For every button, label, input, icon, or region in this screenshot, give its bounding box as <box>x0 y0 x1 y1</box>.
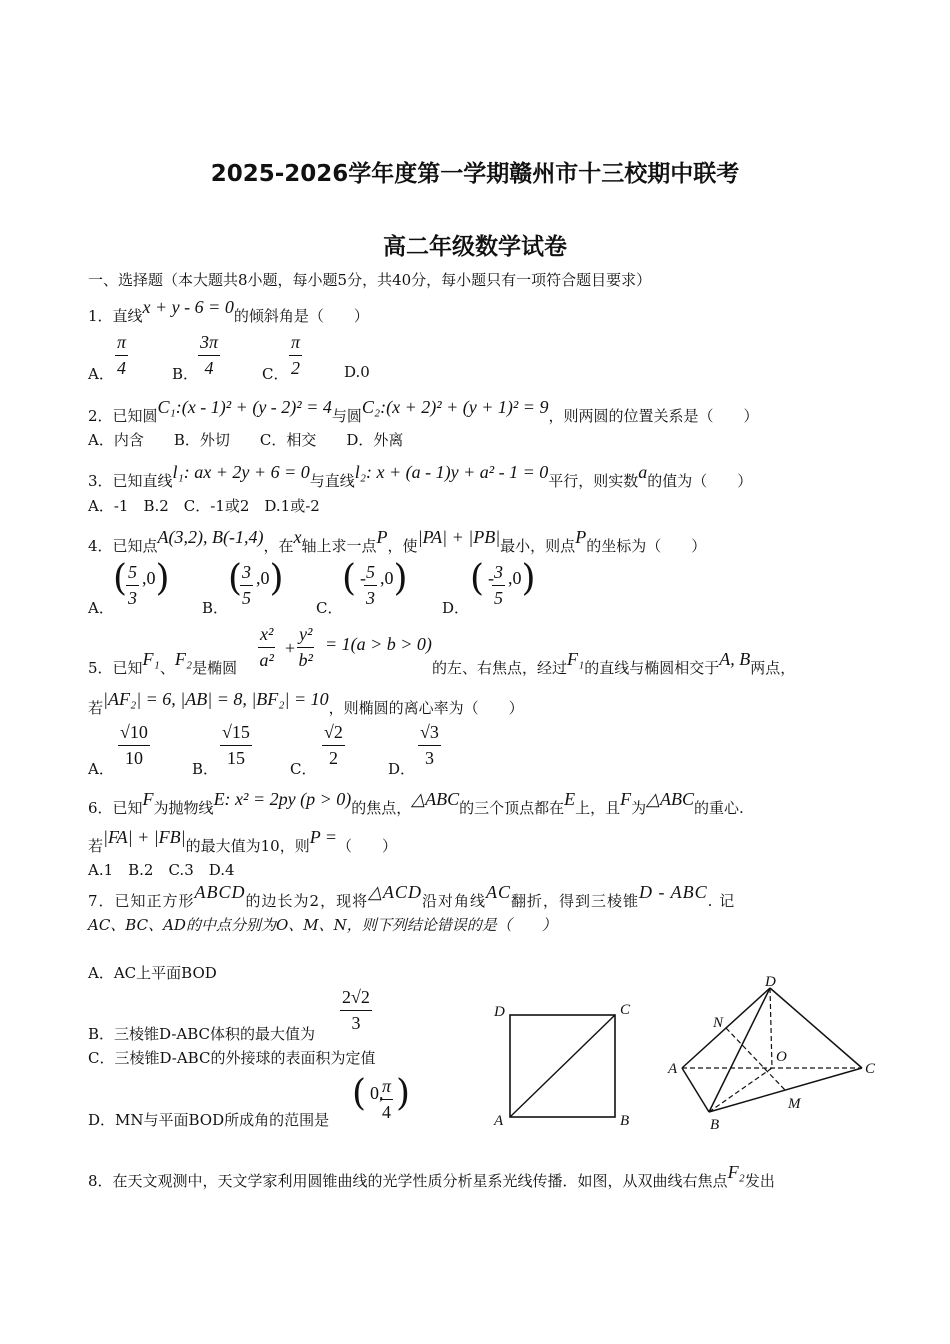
q4-t1: ，在 <box>263 537 294 555</box>
q6-prefix: 6．已知 <box>88 799 143 817</box>
q3-prefix: 3．已知直线 <box>88 472 173 490</box>
q4-option-a: A． <box>88 599 114 617</box>
q5-option-c: C． <box>290 760 317 778</box>
q4-coord-c-end: ,0) <box>380 558 408 599</box>
q1-expr: x + y - 6 = 0 <box>142 297 234 317</box>
q5-f1: F₁ <box>142 649 160 669</box>
fig2-label-a: A <box>668 1061 678 1077</box>
fig2-label-n: N <box>713 1015 724 1031</box>
question-6-line2 <box>88 827 398 856</box>
q4-t3: ，使 <box>387 537 418 555</box>
q4-coord-c: ( - <box>342 558 367 599</box>
q6-tri: △ABC <box>411 789 460 809</box>
fig1-label-b: B <box>620 1113 630 1129</box>
q7-ac: AC <box>485 882 511 902</box>
q4-option-c: C． <box>316 599 343 617</box>
q6-options: A.1 B.2 C.3 D.4 <box>88 861 235 879</box>
q2-prefix: 2．已知圆 <box>88 407 158 425</box>
fig1-label-c: C <box>620 1002 631 1018</box>
question-5-line1 <box>88 649 238 678</box>
q5-frac-y: $\frac{\text{y²}}{\text{b²}}$ <box>298 624 313 670</box>
q4-sum: |PA| + |PB| <box>417 527 501 547</box>
section-heading: 一、选择题（本大题共8小题，每小题5分，共40分，每小题只有一项符合题目要求） <box>88 271 652 289</box>
q6-t5: 为 <box>631 799 647 817</box>
q5-frac-a: $\frac{√10}{10}$ <box>120 722 148 768</box>
q5-option-d: D． <box>388 760 416 778</box>
q4-t2: 轴上求一点 <box>301 537 377 555</box>
q4-coord-d-end: ,0) <box>508 558 536 599</box>
q4-frac-c: $\frac{5}{3}$ <box>366 562 375 608</box>
q6-r2a: 若 <box>88 837 104 855</box>
q4-p2: P <box>575 527 587 547</box>
fig2-label-d: D <box>765 974 776 990</box>
q5-frac-d: $\frac{√3}{3}$ <box>420 722 439 768</box>
q6-t3: 的三个顶点都在 <box>459 799 565 817</box>
q6-r2b: 的最大值为10，则 <box>185 837 310 855</box>
q5-cond: |AF₂| = 6, |AB| = 8, |BF₂| = 10 <box>103 689 329 709</box>
fig1-label-d: D <box>494 1004 505 1020</box>
q3-a: a <box>638 462 648 482</box>
square-figure <box>488 995 638 1130</box>
q4-option-d: D． <box>442 599 470 617</box>
q4-option-b: B． <box>202 599 229 617</box>
q7-option-d: D．MN与平面BOD所成角的范围是 <box>88 1111 330 1129</box>
q1-frac-c: $\frac{\pi}{2}$ <box>291 332 301 378</box>
exam-title: 2025-2026学年度第一学期赣州市十三校期中联考 <box>210 161 740 187</box>
q5-plus: + <box>285 638 296 658</box>
square-diagonal <box>510 1015 615 1117</box>
q4-frac-b: $\frac{3}{5}$ <box>242 562 251 608</box>
fig1-label-a: A <box>494 1113 504 1129</box>
q5-f2: F₂ <box>174 649 193 669</box>
q4-x: x <box>293 527 302 547</box>
edge-bc <box>709 1068 862 1112</box>
q5-f1b: F₁ <box>567 649 585 669</box>
q5-eq: = 1(a > b > 0) <box>325 634 432 654</box>
fig2-label-m: M <box>788 1096 801 1112</box>
q5-option-a: A． <box>88 760 114 778</box>
q7-frac-b: $\frac{2√2}{3}$ <box>342 987 370 1033</box>
q4-coord-b-end: ,0) <box>256 558 284 599</box>
q5-sep: 、 <box>159 659 175 677</box>
q7-range-end: ) <box>396 1073 411 1114</box>
q3-t2: 的值为（ ） <box>647 472 753 490</box>
q8-tail: 发出 <box>744 1172 775 1190</box>
q1-prefix: 1．直线 <box>88 307 143 325</box>
q1-option-d: D.0 <box>344 363 370 381</box>
q1-option-a: A． <box>88 365 114 383</box>
segment-do <box>770 988 772 1068</box>
q5-t1: 是椭圆 <box>192 659 238 677</box>
q5-r2b: ，则椭圆的离心率为（ ） <box>328 699 524 717</box>
q7-prefix: 7．已知正方形 <box>88 892 195 910</box>
q7-t3: 翻折，得到三棱锥 <box>510 892 639 910</box>
q4-t5: 的坐标为（ ） <box>586 537 707 555</box>
q5-r2a: 若 <box>88 699 104 717</box>
q6-p: P = <box>309 827 338 847</box>
q7-tri: △ACD <box>368 882 422 902</box>
q5-t2: 的左、右焦点，经过 <box>432 659 568 677</box>
q6-t4: 上，且 <box>575 799 621 817</box>
q3-t1: 平行，则实数 <box>548 472 639 490</box>
q4-coord-d: ( - <box>470 558 495 599</box>
q8-text: 8．在天文观测中，天文学家利用圆锥曲线的光学性质分析星系光线传播．如图，从双曲线右焦点 <box>88 1172 728 1190</box>
q5-frac-c: $\frac{√2}{2}$ <box>324 722 343 768</box>
question-6-line1 <box>88 789 744 818</box>
q1-option-c: C． <box>262 365 289 383</box>
q4-p: P <box>376 527 388 547</box>
q6-f: F <box>142 789 154 809</box>
question-1 <box>88 297 369 326</box>
q6-parabola: E: x² = 2py (p > 0) <box>213 789 352 809</box>
q4-points: A(3,2), B(-1,4) <box>157 527 264 547</box>
q4-coord-a: ( <box>113 558 128 599</box>
question-3 <box>88 462 753 491</box>
fig2-label-c: C <box>865 1061 876 1077</box>
fig2-label-o: O <box>776 1049 787 1065</box>
q1-frac-b: $\frac{3\pi}{4}$ <box>200 332 219 378</box>
q6-t1: 为抛物线 <box>153 799 214 817</box>
q3-options: A．-1 B.2 C．-1或2 D.1或-2 <box>88 497 320 515</box>
q6-e2: E <box>564 789 576 809</box>
question-7-line2: AC、BC、AD的中点分别为O、M、N，则下列结论错误的是（ ） <box>88 916 557 934</box>
question-8 <box>88 1162 775 1191</box>
question-5-line2 <box>88 689 524 718</box>
q4-frac-d: $\frac{3}{5}$ <box>494 562 503 608</box>
q3-line1: l₁: ax + 2y + 6 = 0 <box>172 462 310 482</box>
q6-r2c: （ ） <box>337 837 398 855</box>
q4-coord-b: ( <box>228 558 243 599</box>
q5-t3: 的直线与椭圆相交于 <box>584 659 720 677</box>
q3-mid: 与直线 <box>309 472 355 490</box>
q3-line2: l₂: x + (a - 1)y + a² - 1 = 0 <box>354 462 549 482</box>
edge-bd <box>709 988 770 1112</box>
q5-frac-x: $\frac{\text{x²}}{\text{a²}}$ <box>259 624 274 670</box>
q7-t1: 的边长为2，现将 <box>245 892 369 910</box>
q1-frac-a: $\frac{\pi}{4}$ <box>117 332 127 378</box>
q6-t2: 的焦点， <box>351 799 412 817</box>
q4-prefix: 4．已知点 <box>88 537 158 555</box>
question-7-line1 <box>88 882 736 911</box>
q5-frac-b: $\frac{√15}{15}$ <box>222 722 250 768</box>
edge-ab <box>682 1068 709 1112</box>
q4-t4: 最小，则点 <box>500 537 576 555</box>
fig2-label-b: B <box>710 1117 720 1133</box>
q1-option-b: B． <box>172 365 199 383</box>
exam-subtitle: 高二年级数学试卷 <box>383 234 567 260</box>
q5-option-b: B． <box>192 760 219 778</box>
q5-ab: A, B <box>719 649 751 669</box>
question-5-line1b <box>432 649 796 678</box>
q7-abcd: ABCD <box>194 882 246 902</box>
segment-bo <box>709 1068 772 1112</box>
q4-coord-a-end: ,0) <box>142 558 170 599</box>
q6-tri2: △ABC <box>646 789 694 809</box>
q5-prefix: 5．已知 <box>88 659 143 677</box>
question-4 <box>88 527 707 556</box>
q7-option-b: B．三棱锥D-ABC体积的最大值为 <box>88 1025 316 1043</box>
q6-t6: 的重心. <box>693 799 744 817</box>
tetrahedron-figure <box>662 972 882 1137</box>
q6-f2: F <box>620 789 632 809</box>
q2-circle1: C₁:(x - 1)² + (y - 2)² = 4 <box>157 397 332 417</box>
q2-options: A．内含 B．外切 C．相交 D．外离 <box>88 431 404 449</box>
q7-range-frac: $\frac{\pi}{4}$ <box>382 1076 392 1122</box>
q7-t2: 沿对角线 <box>421 892 486 910</box>
q7-t4: . 记 <box>707 892 736 910</box>
q1-tail: 的倾斜角是（ ） <box>233 307 369 325</box>
question-2 <box>88 397 759 426</box>
q2-mid: 与圆 <box>331 407 362 425</box>
q8-f2: F₂ <box>727 1162 745 1182</box>
q5-t4: 两点， <box>750 659 796 677</box>
q4-frac-a: $\frac{5}{3}$ <box>128 562 137 608</box>
q2-circle2: C₂:(x + 2)² + (y + 1)² = 9 <box>361 397 549 417</box>
q6-sum: |FA| + |FB| <box>103 827 186 847</box>
q7-range: ( 0, <box>352 1073 384 1114</box>
q7-dabc: D - ABC <box>638 882 708 902</box>
q2-tail: ，则两圆的位置关系是（ ） <box>548 407 759 425</box>
q7-option-a: A．AC上平面BOD <box>88 964 217 982</box>
q7-option-c: C．三棱锥D-ABC的外接球的表面积为定值 <box>88 1049 376 1067</box>
